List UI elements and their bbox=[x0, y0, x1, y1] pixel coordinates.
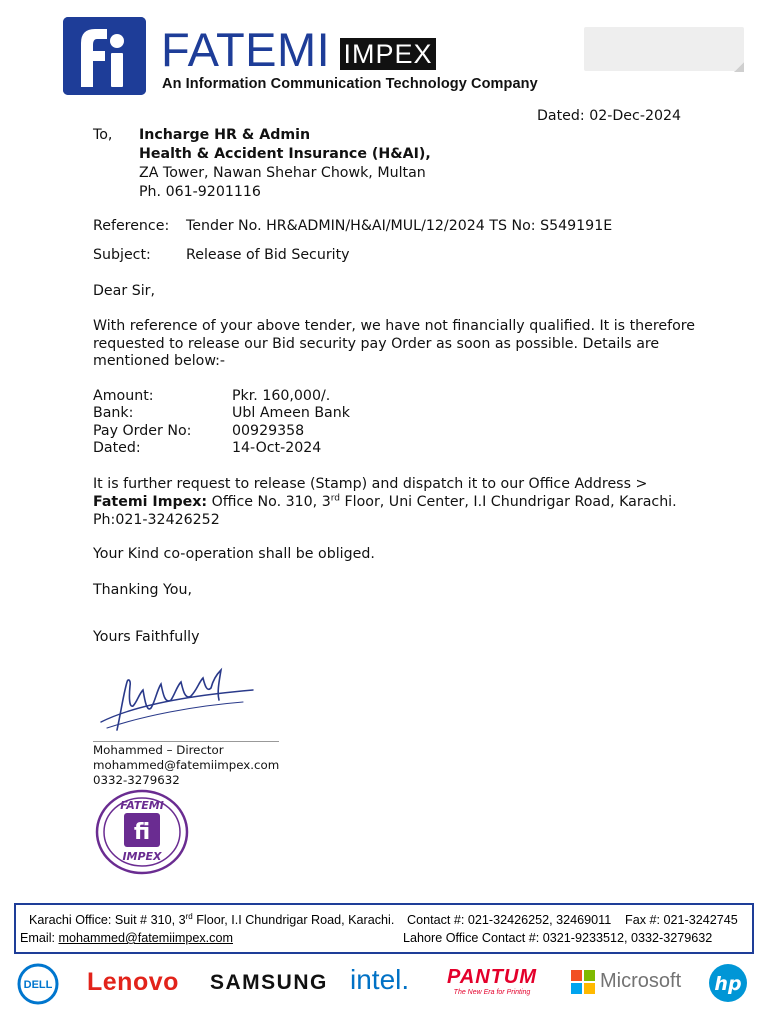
body-line: With reference of your above tender, we have not financially qualified. It is therefore bbox=[93, 318, 696, 334]
header-tab-decoration bbox=[584, 27, 744, 71]
brand-name: FATEMI bbox=[161, 23, 331, 76]
footer-email-line bbox=[20, 930, 233, 946]
detail-value-pay-order: 00929358 bbox=[232, 423, 305, 439]
detail-value-amount: Pkr. 160,000/. bbox=[232, 388, 331, 404]
signature-line bbox=[93, 741, 279, 742]
recipient-phone: Ph. 061-9201116 bbox=[139, 184, 261, 200]
stamp-top-text: FATEMI bbox=[120, 799, 164, 812]
hp-logo-text: hp bbox=[714, 973, 742, 995]
body-line: requested to release our Bid security pay Order as soon as possible. Details are bbox=[93, 336, 660, 352]
body-line: mentioned below:- bbox=[93, 353, 226, 369]
detail-label-dated: Dated: bbox=[93, 440, 141, 456]
signature-image bbox=[93, 660, 263, 740]
detail-label-amount: Amount: bbox=[93, 388, 154, 404]
closing-line: Yours Faithfully bbox=[93, 629, 200, 645]
request-line: It is further request to release (Stamp) and dispatch it to our Office Address > bbox=[93, 476, 648, 492]
to-label: To, bbox=[93, 127, 113, 143]
address-part: Office No. 310, 3 bbox=[207, 494, 331, 510]
dell-logo bbox=[17, 963, 59, 1005]
address-phone: Ph:021-32426252 bbox=[93, 512, 220, 528]
salutation: Dear Sir, bbox=[93, 283, 155, 299]
brand-suffix: IMPEX bbox=[340, 38, 436, 70]
company-stamp bbox=[94, 789, 190, 875]
detail-label-bank: Bank: bbox=[93, 405, 134, 421]
footer-office-part: Karachi Office: Suit # 310, 3 bbox=[29, 913, 186, 927]
stamp-bottom-text: IMPEX bbox=[122, 850, 162, 863]
subject-value: Release of Bid Security bbox=[186, 247, 350, 263]
brand-tagline: An Information Communication Technology Company bbox=[162, 76, 538, 92]
signatory-name: Mohammed – Director bbox=[93, 743, 224, 757]
thanking-line: Thanking You, bbox=[93, 582, 192, 598]
stamp-mark: fi bbox=[133, 820, 151, 845]
footer-email-label: Email: bbox=[20, 931, 59, 945]
intel-logo: intel. bbox=[350, 964, 410, 995]
reference-value: Tender No. HR&ADMIN/H&AI/MUL/12/2024 TS No: S549191E bbox=[186, 218, 613, 234]
microsoft-windows-icon bbox=[571, 970, 595, 994]
footer-office-address bbox=[29, 912, 394, 928]
recipient-address: ZA Tower, Nawan Shehar Chowk, Multan bbox=[139, 165, 426, 181]
reference-label: Reference: bbox=[93, 218, 170, 234]
address-part: Floor, Uni Center, I.I Chundrigar Road, Karachi. bbox=[339, 494, 677, 510]
hp-logo bbox=[708, 963, 748, 1003]
company-logo bbox=[63, 17, 146, 95]
fi-logo-mark bbox=[63, 17, 146, 95]
cooperation-line: Your Kind co-operation shall be obliged. bbox=[93, 546, 375, 562]
microsoft-logo: Microsoft bbox=[600, 970, 682, 992]
dell-logo-text: DELL bbox=[23, 979, 53, 991]
signatory-phone: 0332-3279632 bbox=[93, 773, 180, 787]
lenovo-logo: Lenovo bbox=[87, 968, 179, 996]
footer-lahore-contact: Lahore Office Contact #: 0321-9233512, 0332-3279632 bbox=[403, 931, 713, 945]
footer-contact: Contact #: 021-32426252, 32469011 bbox=[407, 913, 612, 927]
footer-email-link[interactable]: mohammed@fatemiimpex.com bbox=[58, 931, 233, 945]
address-company: Fatemi Impex: bbox=[93, 494, 208, 510]
footer-fax: Fax #: 021-3242745 bbox=[625, 913, 738, 927]
footer-contact-box bbox=[14, 903, 754, 954]
pantum-tagline: The New Era for Printing bbox=[453, 989, 531, 996]
footer-office-superscript: rd bbox=[185, 911, 193, 921]
address-superscript: rd bbox=[330, 493, 340, 504]
detail-value-bank: Ubl Ameen Bank bbox=[232, 405, 350, 421]
office-address-line bbox=[93, 494, 677, 511]
signatory-email: mohammed@fatemiimpex.com bbox=[93, 758, 280, 772]
subject-label: Subject: bbox=[93, 247, 151, 263]
detail-value-dated: 14-Oct-2024 bbox=[232, 440, 322, 456]
samsung-logo: SAMSUNG bbox=[210, 971, 328, 994]
letter-date: Dated: 02-Dec-2024 bbox=[537, 108, 682, 124]
pantum-logo: PANTUM bbox=[446, 966, 538, 988]
detail-label-pay-order: Pay Order No: bbox=[93, 423, 192, 439]
recipient-organization: Health & Accident Insurance (H&AI), bbox=[139, 146, 431, 162]
footer-office-part: Floor, I.I Chundrigar Road, Karachi. bbox=[192, 913, 395, 927]
recipient-title: Incharge HR & Admin bbox=[139, 127, 311, 143]
page-curl-decoration bbox=[734, 62, 744, 72]
